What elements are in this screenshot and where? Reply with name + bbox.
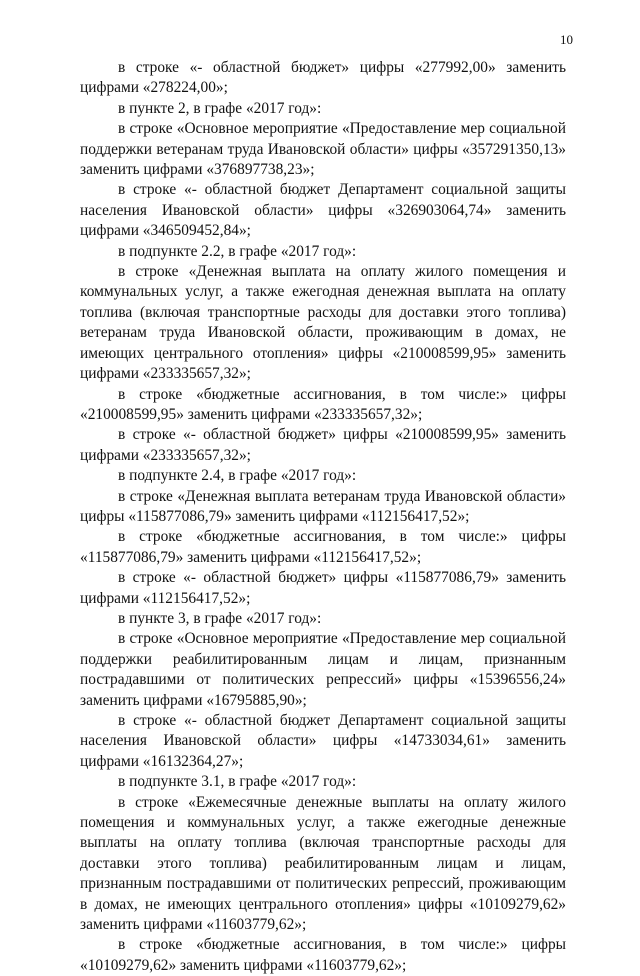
paragraph: в строке «Основное мероприятие «Предоставление мер социальной поддержки реабилитированным лицам и лицам, признанным пострадавшими от политических репрессий» цифры «15396556,24» заменить цифрами «16795885,90»; [80, 630, 566, 709]
paragraph: в пункте 2, в графе «2017 год»: [118, 99, 322, 117]
paragraph: в строке «- областной бюджет Департамент социальной защиты населения Ивановской области» цифры «326903064,74» заменить цифрами «346509452,84»; [80, 181, 566, 240]
paragraph: в строке «- областной бюджет» цифры «277992,00» заменить цифрами «278224,00»; [80, 59, 566, 97]
paragraph: в пункте 3, в графе «2017 год»: [118, 609, 322, 627]
paragraph: в строке «Основное мероприятие «Предоставление мер социальной поддержки ветеранам труда Ивановской области» цифры «357291350,13» заменить цифрами «376897738,23»; [80, 120, 566, 179]
paragraph: в строке «- областной бюджет Департамент социальной защиты населения Ивановской области» цифры «14733034,61» заменить цифрами «16132364,27»; [80, 712, 566, 770]
paragraph: в подпункте 2.2, в графе «2017 год»: [118, 242, 357, 260]
paragraph: в строке «бюджетные ассигнования, в том числе:» цифры «210008599,95» заменить цифрами «233335657,32»; [80, 385, 566, 423]
paragraph: в подпункте 2.4, в графе «2017 год»: [118, 467, 357, 485]
paragraph: в строке «- областной бюджет» цифры «115877086,79» заменить цифрами «112156417,52»; [80, 569, 566, 607]
paragraph: в строке «Ежемесячные денежные выплаты на оплату жилого помещения и коммунальных услуг, а также ежегодные денежные выплаты на оплату топлива (включая транспортные расходы для доставки этого топлива) реабилитированным лицам и лицам, признанным пострадавшими от политических репрессий, проживающим в домах, не имеющих центрального отопления» цифры «10109279,62» заменить цифрами «11603779,62»; [80, 793, 566, 934]
paragraph: в строке «- областной бюджет» цифры «210008599,95» заменить цифрами «233335657,32»; [80, 426, 566, 464]
page-number: 10 [560, 32, 573, 47]
paragraph: в строке «Денежная выплата ветеранам труда Ивановской области» цифры «115877086,79» заменить цифрами «112156417,52»; [80, 487, 566, 525]
paragraph: в строке «бюджетные ассигнования, в том числе:» цифры «115877086,79» заменить цифрами «112156417,52»; [80, 528, 566, 566]
paragraph: в строке «Денежная выплата на оплату жилого помещения и коммунальных услуг, а также ежегодная денежная выплата на оплату топлива (включая транспортные расходы для доставки этого топлива) ветеранам труда Ивановской области, проживающим в домах, не имеющих центрального отопления» цифры «210008599,95» заменить цифрами «233335657,32»; [80, 263, 566, 383]
paragraph: в подпункте 3.1, в графе «2017 год»: [118, 773, 357, 791]
document-body [80, 58, 566, 976]
paragraph: в строке «бюджетные ассигнования, в том числе:» цифры «10109279,62» заменить цифрами «11603779,62»; [80, 936, 566, 974]
